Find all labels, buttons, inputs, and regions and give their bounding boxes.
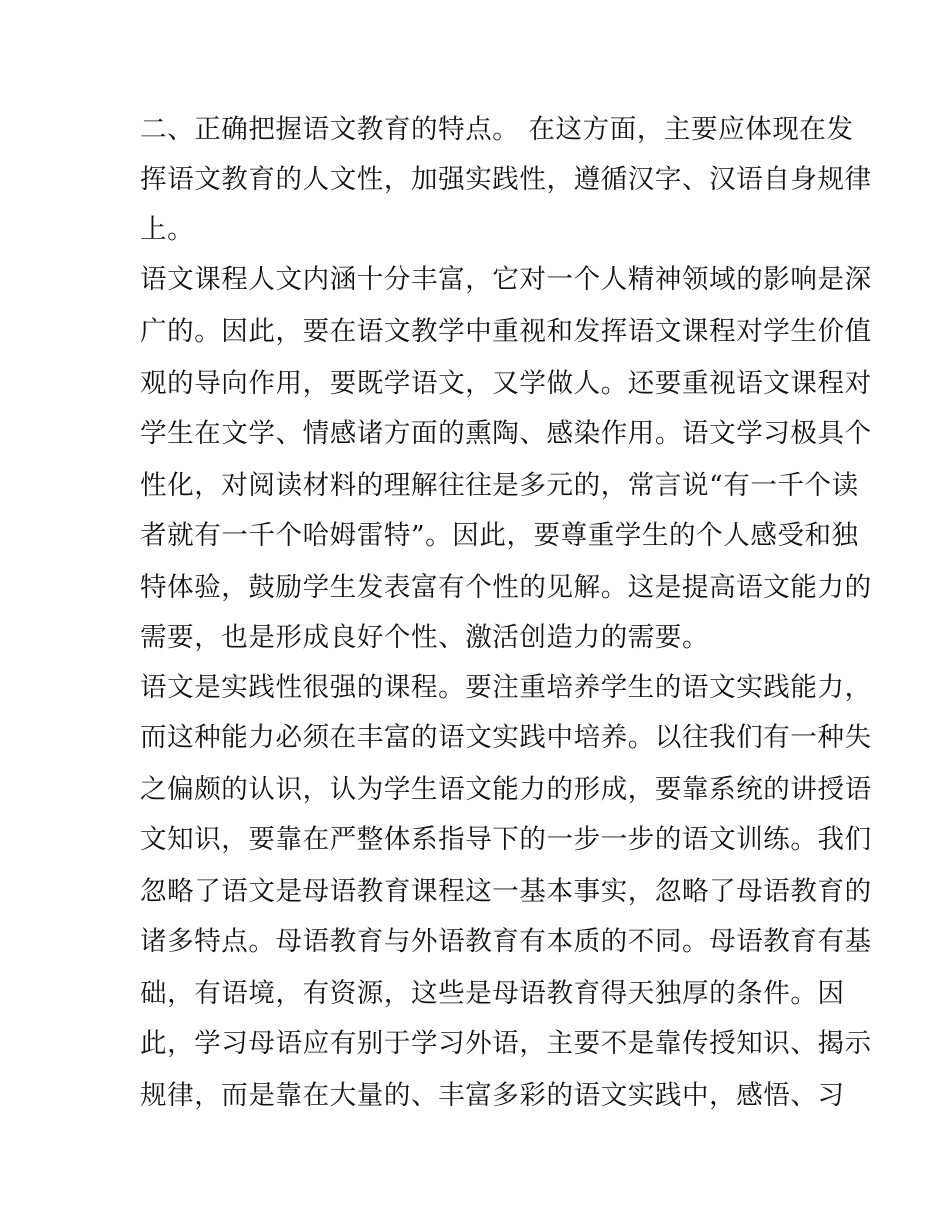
text-line: 广的。因此，要在语文教学中重视和发挥语文课程对学生价值 [140,316,872,347]
text-line: 语文课程人文内涵十分丰富，它对一个人精神领域的影响是深 [140,264,872,295]
text-line: 学生在文学、情感诸方面的熏陶、感染作用。语文学习极具个 [140,418,872,449]
text-line: 语文是实践性很强的课程。要注重培养学生的语文实践能力， [140,672,872,703]
text-line: 性化，对阅读材料的理解往往是多元的，常言说“有一千个读 [140,470,859,501]
text-line: 者就有一千个哈姆雷特”。因此，要尊重学生的个人感受和独 [140,520,859,551]
text-line: 而这种能力必须在丰富的语文实践中培养。以往我们有一种失 [140,722,872,753]
text-line: 挥语文教育的人文性，加强实践性，遵循汉字、汉语自身规律 [140,164,872,195]
text-line: 二、正确把握语文教育的特点。 在这方面，主要应体现在发 [140,114,854,145]
text-line: 规律，而是靠在大量的、丰富多彩的语文实践中，感悟、习 [140,1080,845,1111]
text-line: 忽略了语文是母语教育课程这一基本事实，忽略了母语教育的 [140,876,872,907]
text-line: 诸多特点。母语教育与外语教育有本质的不同。母语教育有基 [140,926,872,957]
text-line: 之偏颇的认识，认为学生语文能力的形成，要靠系统的讲授语 [140,774,872,805]
text-line: 上。 [140,214,195,245]
text-line: 观的导向作用，要既学语文，又学做人。还要重视语文课程对 [140,368,872,399]
text-line: 需要，也是形成良好个性、激活创造力的需要。 [140,622,710,653]
text-line: 文知识，要靠在严整体系指导下的一步一步的语文训练。我们 [140,824,872,855]
text-line: 此，学习母语应有别于学习外语，主要不是靠传授知识、揭示 [140,1028,872,1059]
text-line: 础，有语境，有资源，这些是母语教育得天独厚的条件。因 [140,978,845,1009]
text-line: 特体验，鼓励学生发表富有个性的见解。这是提高语文能力的 [140,572,872,603]
